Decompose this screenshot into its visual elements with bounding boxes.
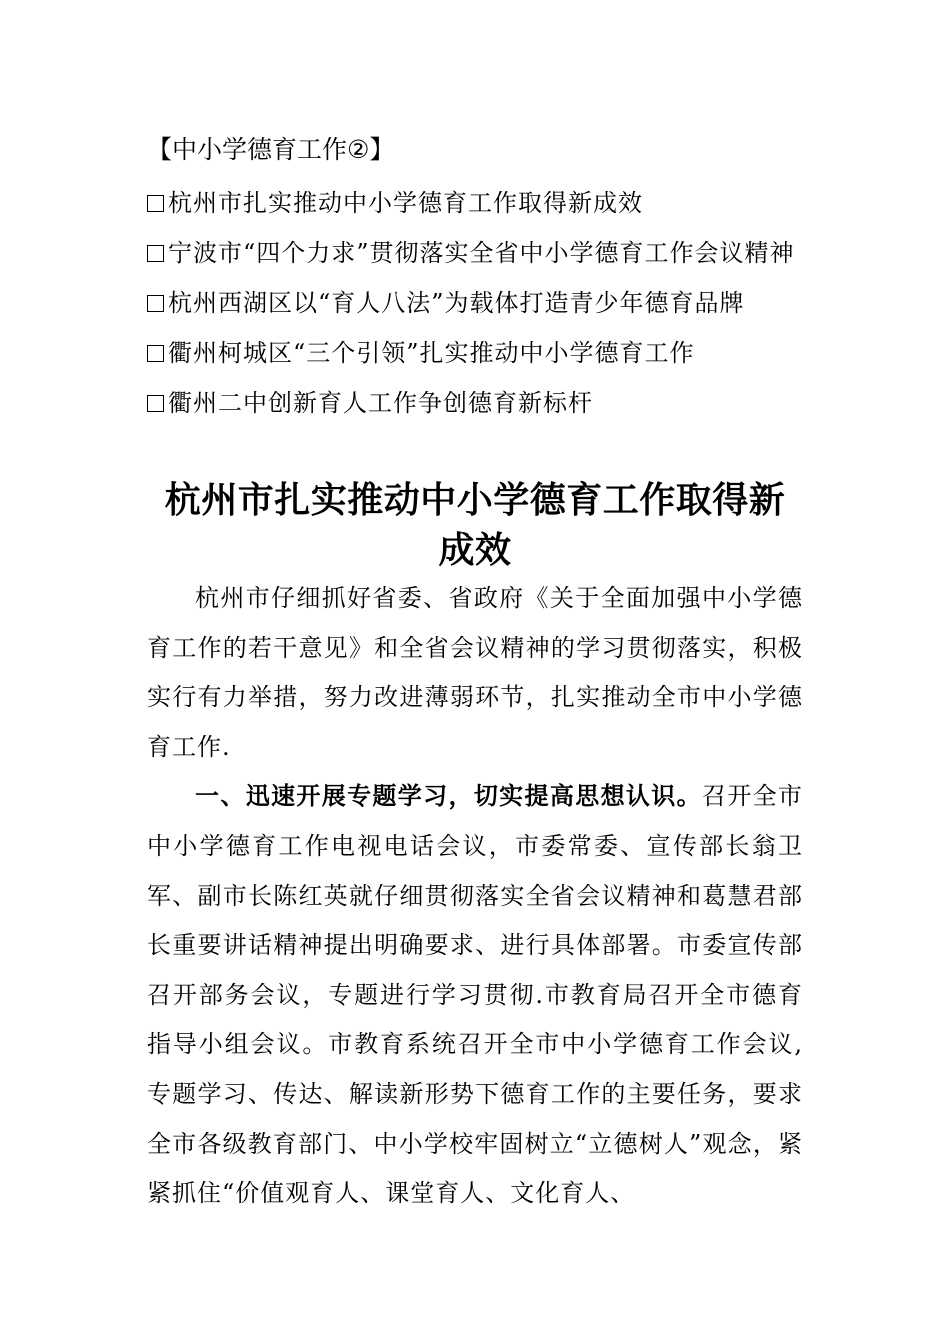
intro-paragraph: 杭州市仔细抓好省委、省政府《关于全面加强中小学德育工作的若干意见》和全省会议精神的学习贯彻落实，积极实行有力举措，努力改进薄弱环节，扎实推动全市中小学德育工作. xyxy=(147,584,803,761)
toc-item-label: 杭州市扎实推动中小学德育工作取得新成效 xyxy=(168,189,643,217)
toc-item-label: 宁波市“四个力求”贯彻落实全省中小学德育工作会议精神 xyxy=(168,239,795,267)
toc-item-label: 杭州西湖区以“育人八法”为载体打造青少年德育品牌 xyxy=(168,289,745,317)
section-1-paragraph xyxy=(147,772,803,1218)
toc-item[interactable] xyxy=(147,228,807,278)
toc-item-label: 衢州柯城区“三个引领”扎实推动中小学德育工作 xyxy=(168,339,695,367)
checkbox-icon xyxy=(147,345,164,362)
toc-item-label: 衢州二中创新育人工作争创德育新标杆 xyxy=(168,389,593,417)
toc-item[interactable] xyxy=(147,178,807,228)
checkbox-icon xyxy=(147,395,164,412)
table-of-contents xyxy=(147,178,807,428)
toc-item[interactable] xyxy=(147,278,807,328)
toc-item[interactable] xyxy=(147,328,807,378)
section-1-heading: 一、迅速开展专题学习，切实提高思想认识。 xyxy=(195,782,702,811)
checkbox-icon xyxy=(147,195,164,212)
article-body xyxy=(147,574,803,1219)
toc-item[interactable] xyxy=(147,378,807,428)
section-1-text: 召开全市中小学德育工作电视电话会议，市委常委、宣传部长翁卫军、副市长陈红英就仔细贯彻落实全省会议精神和葛慧君部长重要讲话精神提出明确要求、进行具体部署。市委宣传部召开部务会议，专题进行学习贯彻.市教育局召开全市德育指导小组会议。市教育系统召开全市中小学德育工作会议,专题学习、传达、解读新形势下德育工作的主要任务，要求全市各级教育部门、中小学校牢固树立“立德树人”观念，紧紧抓住“价值观育人、课堂育人、文化育人、 xyxy=(147,782,804,1208)
checkbox-icon xyxy=(147,245,164,262)
article-title: 杭州市扎实推动中小学德育工作取得新成效 xyxy=(164,480,786,571)
checkbox-icon xyxy=(147,295,164,312)
section-header: 【中小学德育工作②】 xyxy=(147,135,395,164)
